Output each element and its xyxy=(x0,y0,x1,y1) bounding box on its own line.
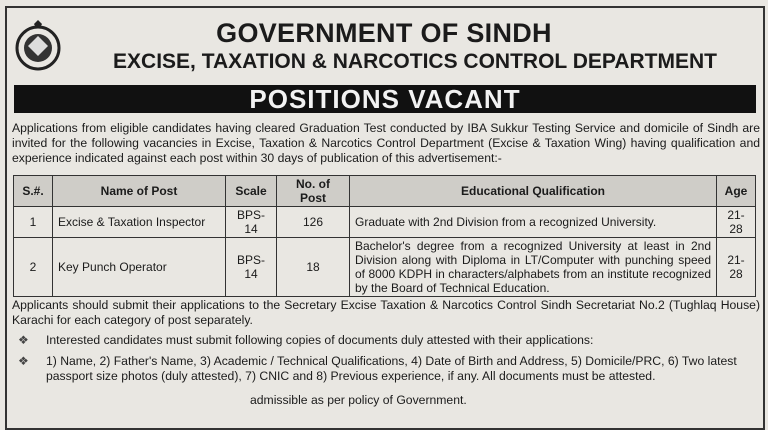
table-row xyxy=(14,207,756,238)
col-header: Scale xyxy=(226,176,277,207)
cell-qualification: Graduate with 2nd Division from a recognized University. xyxy=(350,207,717,238)
diamond-bullet-icon: ❖ xyxy=(18,333,29,347)
diamond-bullet-icon: ❖ xyxy=(18,354,29,368)
cell-count: 18 xyxy=(277,238,350,297)
cell-scale: BPS-14 xyxy=(226,238,277,297)
table-row xyxy=(14,238,756,297)
table-header-row xyxy=(14,176,756,207)
cell-age: 21-28 xyxy=(717,207,756,238)
cell-sno: 2 xyxy=(14,238,53,297)
government-title: GOVERNMENT OF SINDH xyxy=(216,18,552,48)
col-header: Age xyxy=(717,176,756,207)
col-header: Name of Post xyxy=(53,176,226,207)
cell-age: 21-28 xyxy=(717,238,756,297)
cell-post: Key Punch Operator xyxy=(53,238,226,297)
cell-sno: 1 xyxy=(14,207,53,238)
bullet-item: ❖ 1) Name, 2) Father's Name, 3) Academic / Technical Qualifications, 4) Date of Birth and Address, 5) Domicile/PRC, 6) Two latest passport size photos (duly attested), 7) CNIC and 8) Previous experience, if any. All documents must be attested. xyxy=(18,354,737,383)
intro-paragraph: Applications from eligible candidates having cleared Graduation Test conducted by IBA Sukkur Testing Service and domicile of Sindh are invited for the following vacancies in Excise, Taxation & Narcotics Control Department (Excise & Taxation Wing) having qualification and experience indicated against each post within 30 days of publication of this advertisement:- xyxy=(12,121,760,165)
department-title: EXCISE, TAXATION & NARCOTICS CONTROL DEPARTMENT xyxy=(113,50,717,73)
col-header: S.#. xyxy=(14,176,53,207)
submission-paragraph: Applicants should submit their applications to the Secretary Excise Taxation & Narcotics Control Sindh Secretariat No.2 (Tughlaq House) Karachi for each category of post separately. xyxy=(12,298,760,327)
col-header: Educational Qualification xyxy=(350,176,717,207)
cell-post: Excise & Taxation Inspector xyxy=(53,207,226,238)
cell-count: 126 xyxy=(277,207,350,238)
bullet-item: ❖ Interested candidates must submit following copies of documents duly attested with their applications: xyxy=(18,333,594,347)
cell-scale: BPS-14 xyxy=(226,207,277,238)
vacancies-table xyxy=(13,175,756,297)
col-header: No. of Post xyxy=(277,176,350,207)
cutoff-text: admissible as per policy of Government. xyxy=(250,393,467,407)
cell-qualification: Bachelor's degree from a recognized University at least in 2nd Division along with Diploma in LT/Computer with punching speed of 8000 KDPH in characters/alphabets from an institute recognized by the Board of Technical Education. xyxy=(350,238,717,297)
positions-vacant-banner: POSITIONS VACANT xyxy=(14,85,756,113)
